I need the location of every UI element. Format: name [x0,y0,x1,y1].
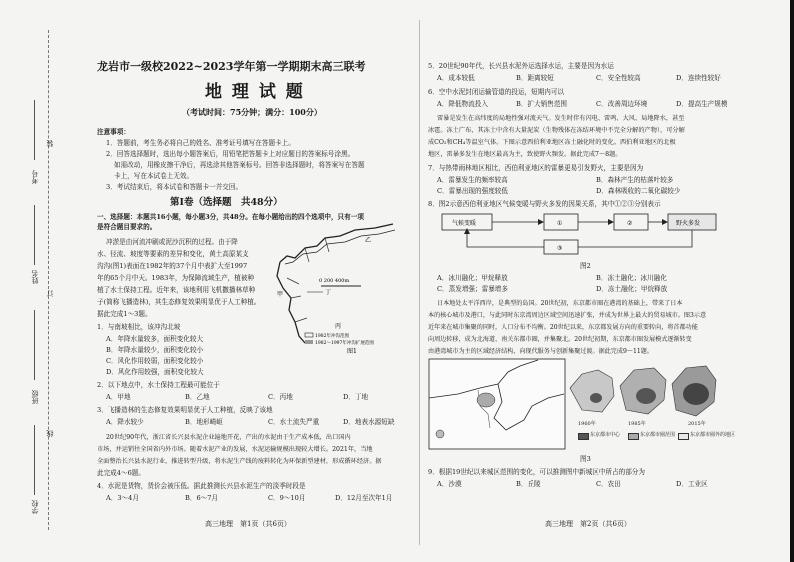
passage1-line4: 年的65个月中天。1983年，为保障流域生产，植被种 [97,274,255,282]
q7-option-d[interactable]: D．森林吸收的二氧化碳较少 [596,187,681,195]
fig1-caption: 图1 [347,348,357,355]
mark-ding: 订 [46,290,54,297]
q3-stem: 3．飞播造林的生态修复效果明显优于人工种植，反映了该地 [97,406,273,414]
cut-line [48,30,49,530]
fig2-caption: 图2 [580,262,591,270]
q3-option-d[interactable]: D．地表水源短缺 [343,418,395,426]
q8-option-a[interactable]: A．冰川融化；甲烷释放 [437,274,508,282]
passage2-line2: 市场，并运销往全国省内外市场。随着水泥产业的发展，水泥运输规模出现较大增长。2021年，当地 [97,446,373,453]
note-2b: 如需改动，用橡皮擦干净后，再选涂其他答案标号。回答非选择题时，将答案写在答题 [114,161,365,169]
label-yi: 乙 [365,237,372,244]
fig3-legend1-swatch [578,433,589,440]
q9-option-d[interactable]: D．工业区 [676,480,708,488]
fig3-map3: 2015年 [688,421,706,427]
passage1-line1: 冲淤是由河流冲刷或泥沙沉积的过程。由于降 [106,238,238,246]
q8-option-b[interactable]: B．冻土融化；冰川融化 [596,274,667,282]
passage1-line7: 据此完成1～3题。 [97,310,152,318]
q6-option-c[interactable]: C．改善周边环境 [596,100,648,108]
notes-heading: 注意事项： [97,128,130,136]
figure-3-location-map [428,358,566,450]
q2-option-c[interactable]: C．丙地 [268,393,293,401]
passage2-line3: 全面整治长兴县水泥行业，推进转型升级，将水泥生产线的废料转化为环保新型建材，形成循环经济。据 [97,458,382,465]
fig1-legend2: 1982～1997年冲沟扩展范围 [315,341,374,346]
column-divider [419,20,420,545]
q3-option-a[interactable]: A．降水较少 [106,418,144,426]
q2-option-d[interactable]: D．丁地 [343,393,369,401]
flow-label-4: ③ [557,245,563,252]
legend1-swatch [305,333,313,337]
figure-1-map [265,218,415,356]
q3-option-c[interactable]: C．水土流失严重 [268,418,320,426]
passage4-line5: 由港湾城市为主的区域经济结构，向现代服务与创新集聚过渡。据此完成9～11题。 [428,348,653,355]
fig1-scale: 0 200 400m [319,278,350,284]
section-instr-2: 是符合题目要求的。 [97,223,157,231]
flow-label-1: 气候变暖 [452,220,477,227]
mark-zhuang: 装 [46,140,54,147]
label-ding: 丁 [325,289,332,296]
q7-option-a[interactable]: A．雷暴发生的频率较高 [437,176,508,184]
q2-stem: 2．以下地点中，水土保持工程最可能位于 [97,381,220,389]
passage1-line5: 植了水土保持工程。近年来，该地利用飞机撒播林草种 [97,286,256,294]
q6-stem: 6．空中水泥封闭运输管道的投运，短期内可以 [428,88,565,96]
q8-option-d[interactable]: D．冻土融化；甲烷释放 [596,285,668,293]
q9-stem: 9．根据19世纪以来城区范围的变化，可以推测图中新城区中所占的部分为 [428,468,645,476]
q5-option-b[interactable]: B．距离较短 [516,74,554,82]
q1-option-c[interactable]: C．风化作用较弱，面积变化较小 [106,357,204,365]
passage3-line1: 雷暴是发生在高纬度的局地性强对流天气。发生时伴有闪电、雷鸣、大风、局地降水，甚至 [437,115,685,122]
q1-stem: 1．与南坡相比，该冲沟北坡 [97,323,181,331]
banji-label: 班级 [31,390,39,404]
passage3-line4: 地区，雷暴多发生在地区最高为主，致使野火频发。据此完成7～8题。 [428,151,622,158]
passage2-line1: 20世纪90年代，浙江省长兴县水泥企业遍地开花，产出的水泥由于生产成本低，出口国内 [106,434,351,441]
q2-option-a[interactable]: A．甲地 [106,393,131,401]
q8-stem: 8．图2示意西伯利亚地区气候变暖与野火多发的因果关系，其中①②③分别表示 [428,200,661,208]
q5-option-c[interactable]: C．安全性较高 [596,74,641,82]
passage4-line2: 本的核心城市及港口，与此同时东京湾周边区域空间迅速扩张，并成为世界上最大的贸易城市。图3示意 [428,312,707,319]
passage1-line6: 子(简称飞播造林)，其生态修复效果明显优于人工种植。 [97,298,261,306]
section-instr-1: 一、选择题：本题共16小题，每小题3分，共48分。在每小题给出的四个选项中，只有一项 [97,213,364,221]
city-core [477,393,495,407]
label-jia: 甲 [277,291,284,298]
passage1-line3: 沟沟(图1)表面在1982年的37个月中表扩大至1997 [97,262,248,270]
mark-xian: 线 [46,430,54,437]
q2-option-b[interactable]: B．乙地 [185,393,210,401]
q5-option-d[interactable]: D．连续性较好 [676,74,721,82]
flow-label-2: ① [557,220,563,227]
q4-stem: 4．水泥是货物，货价会被压低。据此推测长兴县水泥生产的淡季时段是 [97,482,306,490]
q4-option-c[interactable]: C．9～10月 [268,494,306,502]
fig3-map1: 1960年 [578,421,596,427]
q7-option-b[interactable]: B．森林产生的枯落叶较多 [596,176,674,184]
passage3-line2: 冰雹。冻土广布，其冻土中含有大量泥炭（生物残体在冻结环境中不完全分解的产物），可分解 [428,127,685,134]
q5-stem: 5．20世纪90年代，长兴县水泥外运选择水运，主要是因为水运 [428,62,614,70]
school-title: 龙岩市一级校2022~2023学年第一学期期末高三联考 [97,60,366,73]
fig3-caption: 图3 [580,455,591,463]
q6-option-d[interactable]: D．提高生产规模 [676,100,728,108]
q6-option-a[interactable]: A．降低物流投入 [437,100,488,108]
q1-option-b[interactable]: B．年降水量较少，面积变化较小 [106,346,204,354]
flow-label-3: ② [627,220,633,227]
q1-option-a[interactable]: A．年降水量较多，面积变化较大 [106,335,204,343]
figure-3-growth-maps [568,360,718,420]
q3-option-b[interactable]: B．地形崎岖 [185,418,223,426]
binding-margin [0,0,92,562]
fig1-legend1: 1982年冲沟范围 [315,334,349,339]
fig3-legend2: 东京都市圈范围 [640,432,676,438]
page-title: 地 理 试 题 [205,82,305,102]
exam-time: （考试时间：75分钟；满分：100分） [182,107,322,117]
q9-option-c[interactable]: C．农田 [596,480,621,488]
note-2c: 卡上，写在本试卷上无效。 [114,172,194,180]
q7-option-c[interactable]: C．雷暴出现的强度较低 [437,187,508,195]
q5-option-a[interactable]: A．成本较低 [437,74,475,82]
xingming-label: 姓名 [31,270,39,284]
passage4-line3: 近年来在城市集聚的同时，人口分布不均衡。20世纪以来，东京都发展方向的重要转向，将首都功能 [428,324,698,331]
q8-option-c[interactable]: C．蒸发增强；雷暴增多 [437,285,508,293]
q4-option-d[interactable]: D．12月至次年1月 [335,494,393,502]
q9-option-a[interactable]: A．沙漠 [437,480,462,488]
note-1: 1．答题前，考生务必将自己的姓名、准考证号填写在答题卡上。 [106,139,295,147]
kaohao-label: 考号 [31,170,39,184]
q1-option-d[interactable]: D．风化作用较强，面积变化较大 [106,368,204,376]
fig3-legend1: 东京都市中心 [590,432,621,438]
q4-option-b[interactable]: B．6～7月 [185,494,219,502]
fig3-map2: 1985年 [628,421,646,427]
figure-2-flowchart [440,212,720,260]
xuexiao-label: 学校 [31,500,39,514]
passage3-line3: 成CO₂和CH₄等温室气体。下图示意西伯利亚地区冻土融化时的变化。西伯利亚地区的北极 [428,139,676,146]
legend2-swatch [305,340,313,344]
note-2: 2．回答选择题时，选出每小题答案后，用铅笔把答题卡上对应题目的答案标号涂黑。 [106,150,355,158]
note-3: 3．考试结束后，将本试卷和答题卡一并交回。 [106,183,243,191]
q4-option-a[interactable]: A．3～4月 [106,494,139,502]
flow-label-5: 野火多发 [676,220,701,227]
passage4-line1: 日本地处太平洋西岸，是典型的岛国。20世纪初，东京都市圈在港湾的基础上，带来了日本 [437,300,683,307]
passage2-line4: 此完成4～6题。 [97,469,145,477]
q7-stem: 7．与热带雨林地区相比，西伯利亚地区的雷暴更易引发野火，主要是因为 [428,164,644,172]
q9-option-b[interactable]: B．丘陵 [516,480,541,488]
label-bing: 丙 [335,323,342,330]
fig3-legend2-swatch [628,433,639,440]
fig3-legend3: 东京都市圈外的地区 [690,432,736,438]
passage1-line2: 水、径流、坡度等要素的差异和变化，黄土高原某支 [97,250,249,258]
footer-left: 高三地理 第1页（共6页） [205,520,291,528]
footer-right: 高三地理 第2页（共6页） [545,520,631,528]
section-title: 第Ⅰ卷（选择题 共48分） [170,197,283,208]
q6-option-b[interactable]: B．扩大销售范围 [516,100,568,108]
passage4-line4: 向周边转移，成为北海道、南关东都市圈，并集聚北。20世纪初期，东京都市圈发展模式逐渐转变 [428,336,692,343]
page-edge [790,0,794,562]
fig3-legend3-swatch [678,433,689,440]
